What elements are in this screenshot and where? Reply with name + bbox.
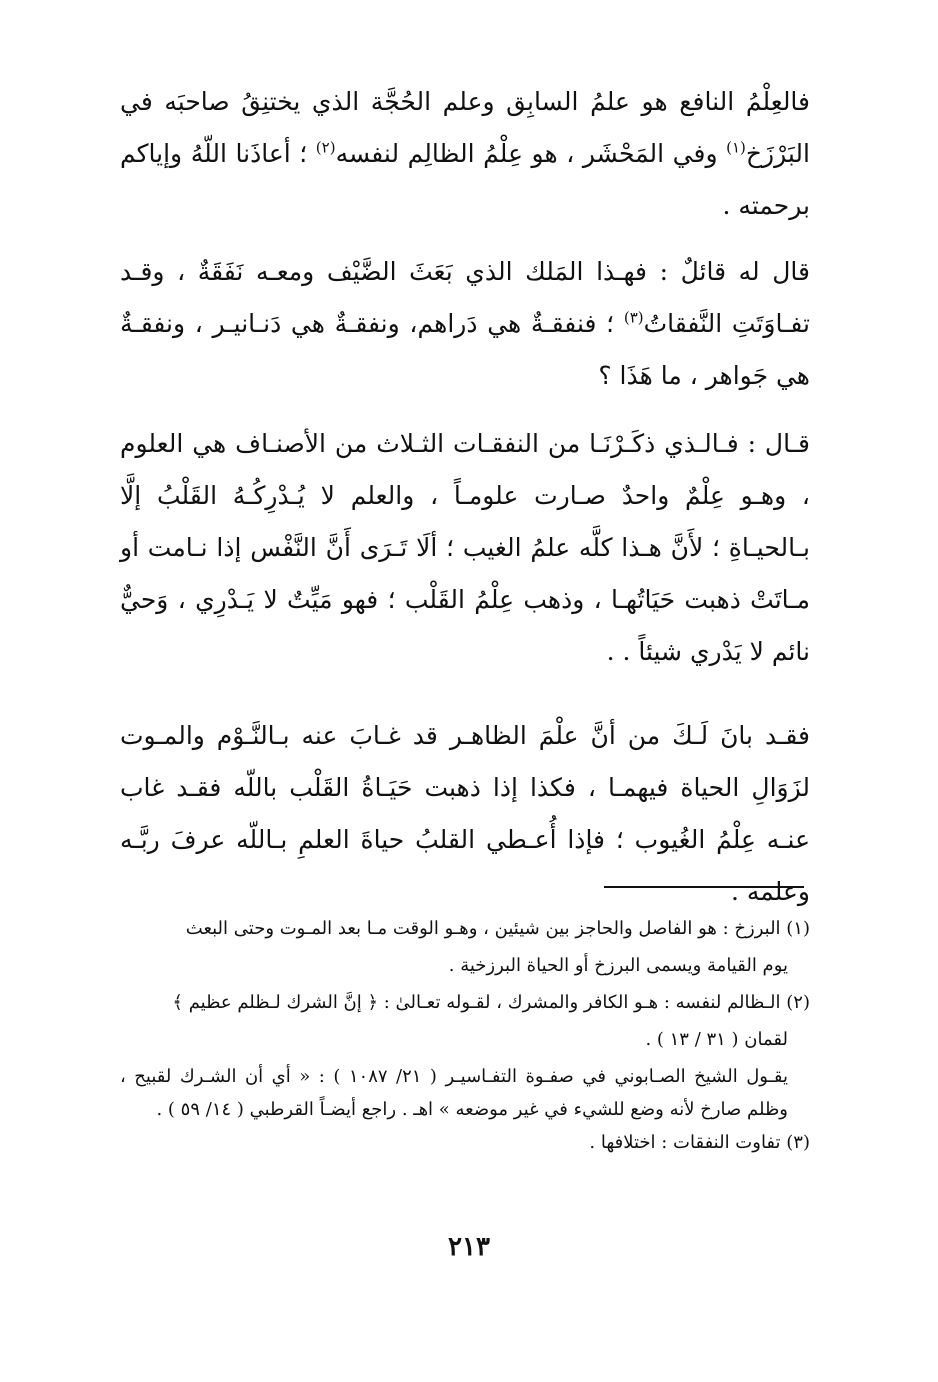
paragraph-3-text: قـال : فـالـذي ذكَـرْنَـا من النفقـات الثـلاث من الأصنـاف هي العلوم ، وهـو عِلْمٌ واحدٌ صـارت علومـاً ، والعلم لا يُـدْرِكُـهُ القَلْبُ إلَّا بـالحيـاةِ ؛ لأَنَّ هـذا كلَّه علمُ الغيب ؛ ألَا تَـرَى أَنَّ النَّفْس إذا نـامت أو مـاتَتْ ذهبت حَيَاتُهـا ، وذهب عِلْمُ القَلْب ؛ فهو مَيِّتٌ لا يَـدْرِي ، وَحيٌّ نائم لا يَدْري شيئاً . . xyxy=(120,429,810,666)
footnote-2-note: يقـول الشيخ الصـابوني في صفـوة التفـاسيـر ( ٢١/ ١٠٨٧ ) : « أي أن الشـرك لقبيح ، وظلم صارخ لأنه وضع للشيء في غير موضعه » اهـ . راجع أيضـاً القرطبي ( ١٤/ ٥٩ ) . xyxy=(120,1066,788,1120)
footnote-ref-1[interactable]: (١) xyxy=(726,138,746,157)
paragraph-1-text-a: فالعِلْمُ النافع هو علمُ السابِق وعلم الحُجَّة الذي يختنِقُ صاحبَه في البَرْزَخ xyxy=(120,87,810,168)
footnote-ref-2[interactable]: (٢) xyxy=(315,138,336,157)
footnote-1-line-1: (١) البرزخ : هو الفاصل والحاجز بين شيئين ، وهـو الوقت مـا بعد المـوت وحتى البعث xyxy=(185,918,810,939)
paragraph-1-text-c: ؛ أعاذَنا اللّهُ وإياكم برحمته . xyxy=(120,139,810,220)
footnote-divider xyxy=(604,886,804,888)
paragraph-2-text-b: ؛ فنفقـةٌ هي دَراهم، ونفقـةٌ هي دَنـانيـر ، ونفقـةٌ هي جَواهر ، ما هَذَا ؟ xyxy=(120,309,810,390)
paragraph-1 xyxy=(120,76,810,232)
footnote-2-line-2: لقمان ( ٣١ / ١٣ ) . xyxy=(645,1029,788,1050)
paragraph-2-text-a: قال له قائلٌ : فهـذا المَلك الذي بَعَثَ الضَّيْف ومعـه نَفَقَةٌ ، وقـد تفـاوَتَتِ النَّفقاتُ xyxy=(120,257,811,338)
footnote-3: (٣) تفاوت النفقات : اختلافها . xyxy=(589,1132,810,1153)
footnotes xyxy=(120,912,810,1163)
paragraph-2 xyxy=(120,246,810,402)
page-number: ٢١٣ xyxy=(448,1232,490,1262)
footnote-1-line-2: يوم القيامة ويسمى البرزخ أو الحياة البرزخية . xyxy=(448,955,788,976)
paragraph-4-text: فقـد بانَ لَـكَ من أنَّ علْمَ الظاهـر قد غـابَ عنه بـالنَّـوْم والمـوت لزَوَالِ الحياة فيهمـا ، فكذا إذا ذهبت حَيَـاةُ القَلْب باللّه فقـد غاب عنـه عِلْمُ الغُيوب ؛ فإذا أُعـطي القلبُ حياةَ العلمِ بـاللّه عرفَ ربَّـه وعلمه . xyxy=(120,721,811,906)
footnote-ref-3[interactable]: (٣) xyxy=(623,308,644,327)
paragraph-1-text-b: وفي المَحْشَر ، هو عِلْمُ الظالِم لنفسه xyxy=(335,139,727,168)
paragraph-3 xyxy=(120,418,810,678)
footnote-2-line-1: (٢) الـظالم لنفسه : هـو الكافر والمشرك ، لقـوله تعـالىٰ : ﴿ إنَّ الشرك لـظلم عظيم ﴾ xyxy=(172,992,810,1013)
